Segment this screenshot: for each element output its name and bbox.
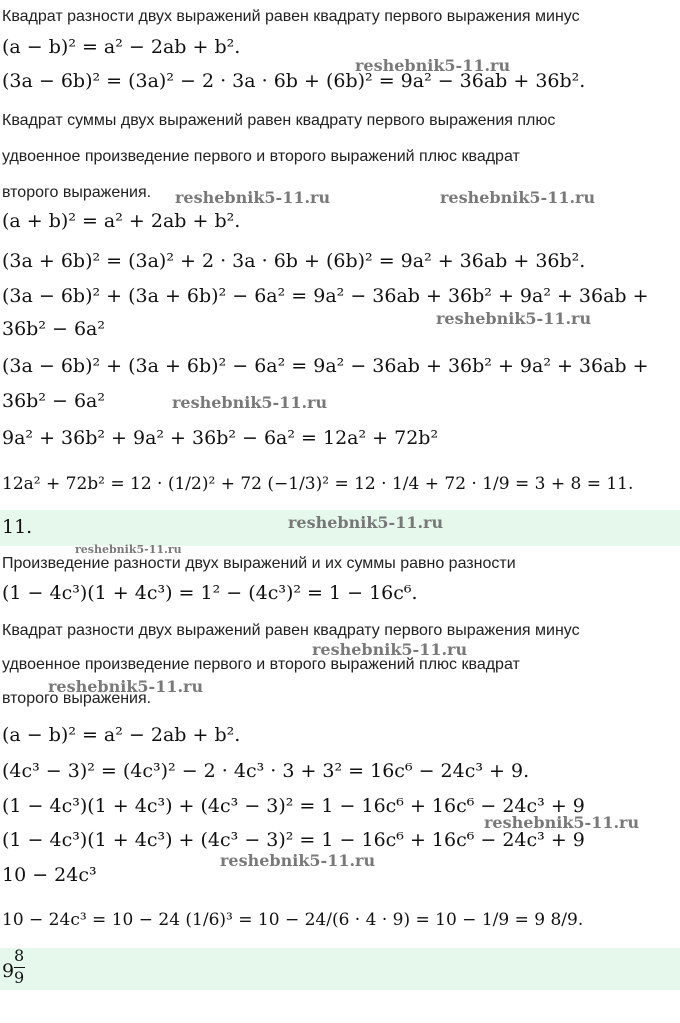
formula-line-7: (a + b)² = a² + 2ab + b². — [2, 210, 241, 232]
watermark: reshebnik5-11.ru — [48, 677, 204, 696]
formula-line-9: (3a − 6b)² + (3a + 6b)² − 6a² = 9a² − 36ab + 36b² + 9a² + 36ab + — [2, 285, 649, 307]
watermark: reshebnik5-11.ru — [312, 640, 468, 659]
answer-2-denominator: 9 — [14, 968, 25, 987]
formula-line-25: 10 − 24c³ = 10 − 24 (1/6)³ = 10 − 24/(6 · 4 · 9) = 10 − 1/9 = 9 8/9. — [2, 910, 584, 930]
answer-band-2 — [0, 948, 680, 990]
formula-line-10: 36b² − 6a² — [2, 318, 105, 340]
formula-line-21: (4c³ − 3)² = (4c³)² − 2 · 4c³ · 3 + 3² = 16c⁶ − 24c³ + 9. — [2, 760, 530, 782]
formula-line-22: (1 − 4c³)(1 + 4c³) + (4c³ − 3)² = 1 − 16c⁶ + 16c⁶ − 24c³ + 9 — [2, 795, 585, 817]
watermark: reshebnik5-11.ru — [172, 393, 328, 412]
text-line-17: Квадрат разности двух выражений равен квадрату первого выражения минус — [2, 622, 580, 639]
formula-line-12: 36b² − 6a² — [2, 390, 105, 412]
formula-line-2: (a − b)² = a² − 2ab + b². — [2, 36, 241, 58]
watermark: reshebnik5-11.ru — [75, 543, 182, 556]
text-line-6: второго выражения. — [2, 184, 152, 201]
watermark: reshebnik5-11.ru — [288, 513, 444, 532]
text-line-18: удвоенное произведение первого и второго выражений плюс квадрат — [2, 656, 520, 673]
watermark: reshebnik5-11.ru — [436, 309, 592, 328]
formula-line-14: 12a² + 72b² = 12 · (1/2)² + 72 (−1/3)² = 12 · 1/4 + 72 · 1/9 = 3 + 8 = 11. — [2, 474, 634, 494]
answer-1: 11. — [2, 516, 33, 538]
text-line-5: удвоенное произведение первого и второго выражений плюс квадрат — [2, 148, 520, 165]
answer-2-whole: 9 — [2, 960, 15, 982]
text-line-1: Квадрат разности двух выражений равен квадрату первого выражения минус — [2, 8, 580, 25]
watermark: reshebnik5-11.ru — [175, 188, 331, 207]
formula-line-11: (3a − 6b)² + (3a + 6b)² − 6a² = 9a² − 36ab + 36b² + 9a² + 36ab + — [2, 355, 649, 377]
formula-line-8: (3a + 6b)² = (3a)² + 2 · 3a · 6b + (6b)² = 9a² + 36ab + 36b². — [2, 250, 586, 272]
text-line-15: Произведение разности двух выражений и их суммы равно разности — [2, 555, 516, 572]
formula-line-24: 10 − 24c³ — [2, 864, 97, 886]
answer-2-numerator: 8 — [14, 946, 25, 965]
text-line-19: второго выражения. — [2, 690, 152, 707]
text-line-4: Квадрат суммы двух выражений равен квадрату первого выражения плюс — [2, 112, 556, 129]
formula-line-3: (3a − 6b)² = (3a)² − 2 · 3a · 6b + (6b)² = 9a² − 36ab + 36b². — [2, 70, 586, 92]
watermark: reshebnik5-11.ru — [484, 813, 640, 832]
watermark: reshebnik5-11.ru — [355, 56, 511, 75]
formula-line-16: (1 − 4c³)(1 + 4c³) = 1² − (4c³)² = 1 − 16c⁶. — [2, 582, 418, 604]
formula-line-23: (1 − 4c³)(1 + 4c³) + (4c³ − 3)² = 1 − 16c⁶ + 16c⁶ − 24c³ + 9 — [2, 829, 585, 851]
watermark: reshebnik5-11.ru — [440, 188, 596, 207]
formula-line-13: 9a² + 36b² + 9a² + 36b² − 6a² = 12a² + 72b² — [2, 427, 439, 449]
formula-line-20: (a − b)² = a² − 2ab + b². — [2, 724, 241, 746]
watermark: reshebnik5-11.ru — [220, 851, 376, 870]
